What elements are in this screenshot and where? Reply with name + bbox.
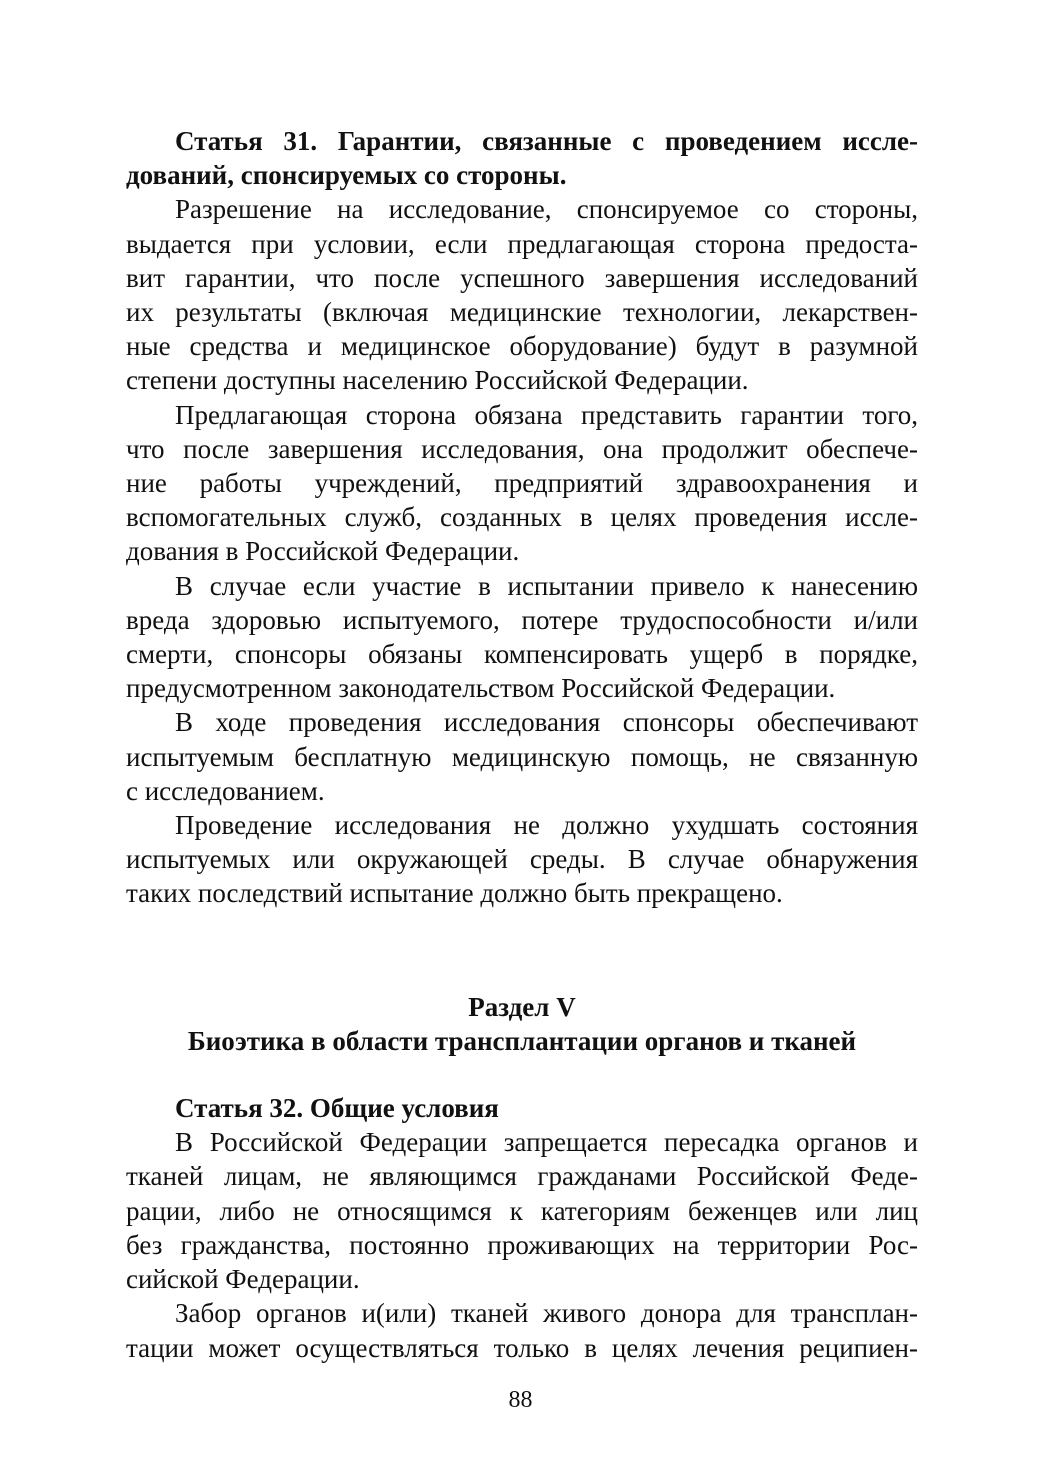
article-31-title-line: Статья 31. Гарантии, связанные с проведением иссле- [175,126,918,156]
text-line: испытуемым бесплатную медицинскую помощь, не связанную [126,741,918,772]
text-line: степени доступны населению Российской Федерации. [126,365,749,396]
text-line: дования в Российской Федерации. [126,536,520,567]
text-line: рации, либо не относящимся к категориям беженцев или лиц [126,1195,918,1226]
spacer [126,1058,918,1091]
section-heading [126,990,918,1058]
text-line: их результаты (включая медицинские технологии, лекарствен- [126,297,918,328]
article-31-paragraph-2 [126,398,918,569]
text-line: таких последствий испытание должно быть прекращено. [126,878,783,909]
article-31-paragraph-5 [126,808,918,911]
spacer [126,911,918,990]
text-line: В ходе проведения исследования спонсоры обеспечивают [175,707,918,738]
text-line: сийской Федерации. [126,1264,360,1295]
text-line: испытуемых или окружающей среды. В случае обнаружения [126,844,918,875]
text-line: предусмотренном законодательством Российской Федерации. [126,673,836,704]
text-line: Забор органов и(или) тканей живого донора для трансплан- [175,1298,918,1329]
text-line: В Российской Федерации запрещается пересадка органов и [175,1127,918,1158]
page-body [126,124,918,1365]
text-line: Проведение исследования не должно ухудшать состояния [175,810,918,841]
article-31-title-line: дований, спонсируемых со стороны. [126,160,567,191]
text-line: вит гарантии, что после успешного завершения исследований [126,262,918,293]
text-line: ние работы учреждений, предприятий здравоохранения и [126,468,918,499]
text-line: ные средства и медицинское оборудование) будут в разумной [126,331,918,362]
page-number: 88 [508,1387,533,1413]
section-title: Биоэтика в области трансплантации органов и тканей [187,1025,857,1056]
text-line: вреда здоровью испытуемого, потере трудоспособности и/или [126,604,918,635]
article-31-paragraph-1 [126,192,918,397]
text-line: тации может осуществляться только в целях лечения реципиен- [126,1332,918,1363]
text-line: Разрешение на исследование, спонсируемое со стороны, [175,194,918,225]
text-line: Предлагающая сторона обязана представить гарантии того, [175,399,918,430]
article-31 [126,124,918,911]
article-32-paragraph-2 [126,1296,918,1364]
article-32 [126,1091,918,1365]
text-line: вспомогательных служб, созданных в целях проведения иссле- [126,502,918,533]
text-line: тканей лицам, не являющимся гражданами Российской Феде- [126,1161,918,1192]
article-31-title [126,124,918,192]
text-line: выдается при условии, если предлагающая сторона предоста- [126,228,918,259]
text-line: смерти, спонсоры обязаны компенсировать ущерб в порядке, [126,639,918,670]
article-31-paragraph-3 [126,569,918,706]
text-line: В случае если участие в испытании привело к нанесению [175,570,918,601]
text-line: что после завершения исследования, она продолжит обеспече- [126,433,918,464]
section-number: Раздел V [468,991,576,1022]
article-32-title: Статья 32. Общие условия [175,1093,499,1124]
text-line: с исследованием. [126,775,325,806]
article-32-paragraph-1 [126,1125,918,1296]
article-31-paragraph-4 [126,705,918,808]
text-line: без гражданства, постоянно проживающих на территории Рос- [126,1229,918,1260]
